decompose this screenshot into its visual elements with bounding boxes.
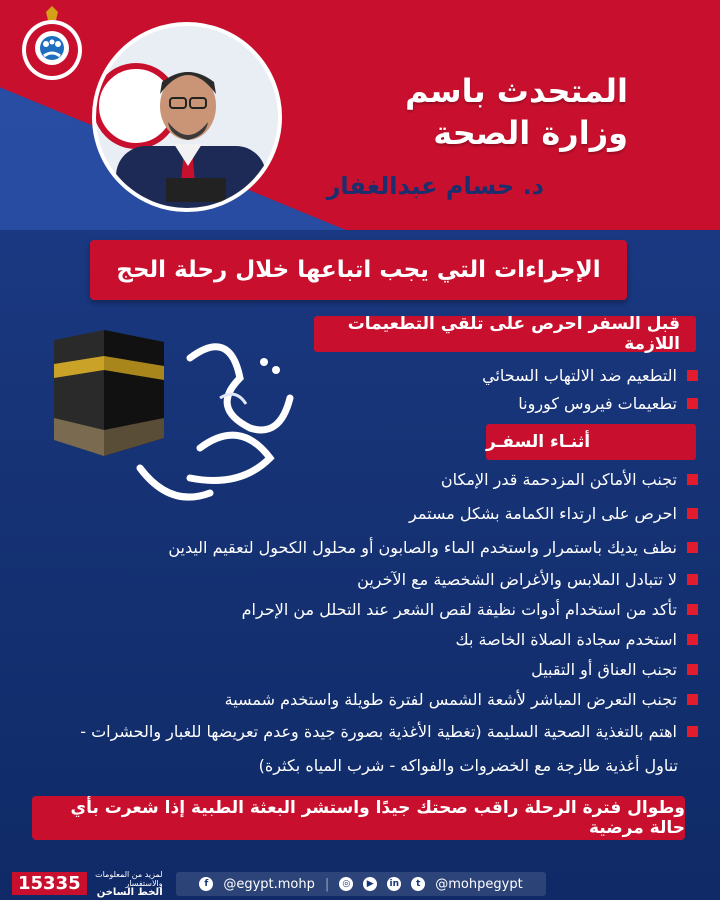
ministry-logo — [18, 6, 86, 82]
bullet-square-icon — [687, 694, 698, 705]
list-item: نظف يديك باستمرار واستخدم الماء والصابون أو محلول الكحول لتعقيم اليدين — [168, 538, 698, 557]
bullet-square-icon — [687, 398, 698, 409]
divider: | — [324, 876, 330, 892]
facebook-icon: f — [199, 877, 213, 891]
list-item: تجنب الأماكن المزدحمة قدر الإمكان — [441, 470, 698, 489]
hotline-number: 15335 — [12, 872, 87, 895]
header-title — [405, 70, 628, 154]
kaaba-illustration — [40, 318, 310, 518]
footer-note: وطوال فترة الرحلة راقب صحتك جيدًا واستشر البعثة الطبية إذا شعرت بأي حالة مرضية — [32, 796, 685, 840]
list-item: لا تتبادل الملابس والأغراض الشخصية مع الآخرين — [357, 570, 698, 589]
title-line-2: وزارة الصحة — [433, 114, 628, 152]
list-item: تأكد من استخدام أدوات نظيفة لقص الشعر عند التحلل من الإحرام — [242, 600, 698, 619]
bullet-square-icon — [687, 474, 698, 485]
social-handle: @mohpegypt — [435, 876, 523, 892]
list-item: تطعيمات فيروس كورونا — [518, 394, 698, 413]
bullet-square-icon — [687, 726, 698, 737]
youtube-icon: ▶ — [363, 877, 377, 891]
section-during-travel: أثنـاء السفـر — [486, 424, 696, 460]
hotline-caption: لمزيد من المعلومات والاستفسار الخط الساخن — [95, 870, 163, 898]
section-before-travel: قبل السفر احرص على تلقي التطعيمات اللازمة — [314, 316, 696, 352]
main-headline: الإجراءات التي يجب اتباعها خلال رحلة الحج — [90, 240, 627, 300]
facebook-handle: @egypt.mohp — [223, 876, 315, 892]
bullet-square-icon — [687, 604, 698, 615]
linkedin-icon: in — [387, 877, 401, 891]
social-bar — [176, 872, 546, 896]
twitter-icon: t — [411, 877, 425, 891]
list-item-continuation: تناول أغذية طازجة مع الخضروات والفواكه - شرب المياه بكثرة) — [258, 756, 678, 775]
bullet-square-icon — [687, 370, 698, 381]
bullet-square-icon — [687, 664, 698, 675]
speaker-name: د. حسام عبدالغفار — [326, 172, 544, 200]
list-item: التطعيم ضد الالتهاب السحائي — [482, 366, 698, 385]
hotline — [12, 870, 163, 897]
bullet-square-icon — [687, 542, 698, 553]
bullet-square-icon — [687, 574, 698, 585]
title-line-1: المتحدث باسم — [405, 72, 628, 110]
instagram-icon: ◎ — [339, 877, 353, 891]
bullet-square-icon — [687, 634, 698, 645]
list-item: استخدم سجادة الصلاة الخاصة بك — [455, 630, 698, 649]
speaker-portrait — [92, 22, 282, 212]
list-item: تجنب العناق أو التقبيل — [531, 660, 698, 679]
bullet-square-icon — [687, 508, 698, 519]
list-item: احرص على ارتداء الكمامة بشكل مستمر — [409, 504, 698, 523]
list-item: اهتم بالتغذية الصحية السليمة (تغطية الأغذية بصورة جيدة وعدم تعريضها للغبار والحشرات - — [80, 722, 698, 741]
list-item: تجنب التعرض المباشر لأشعة الشمس لفترة طويلة واستخدم شمسية — [225, 690, 698, 709]
